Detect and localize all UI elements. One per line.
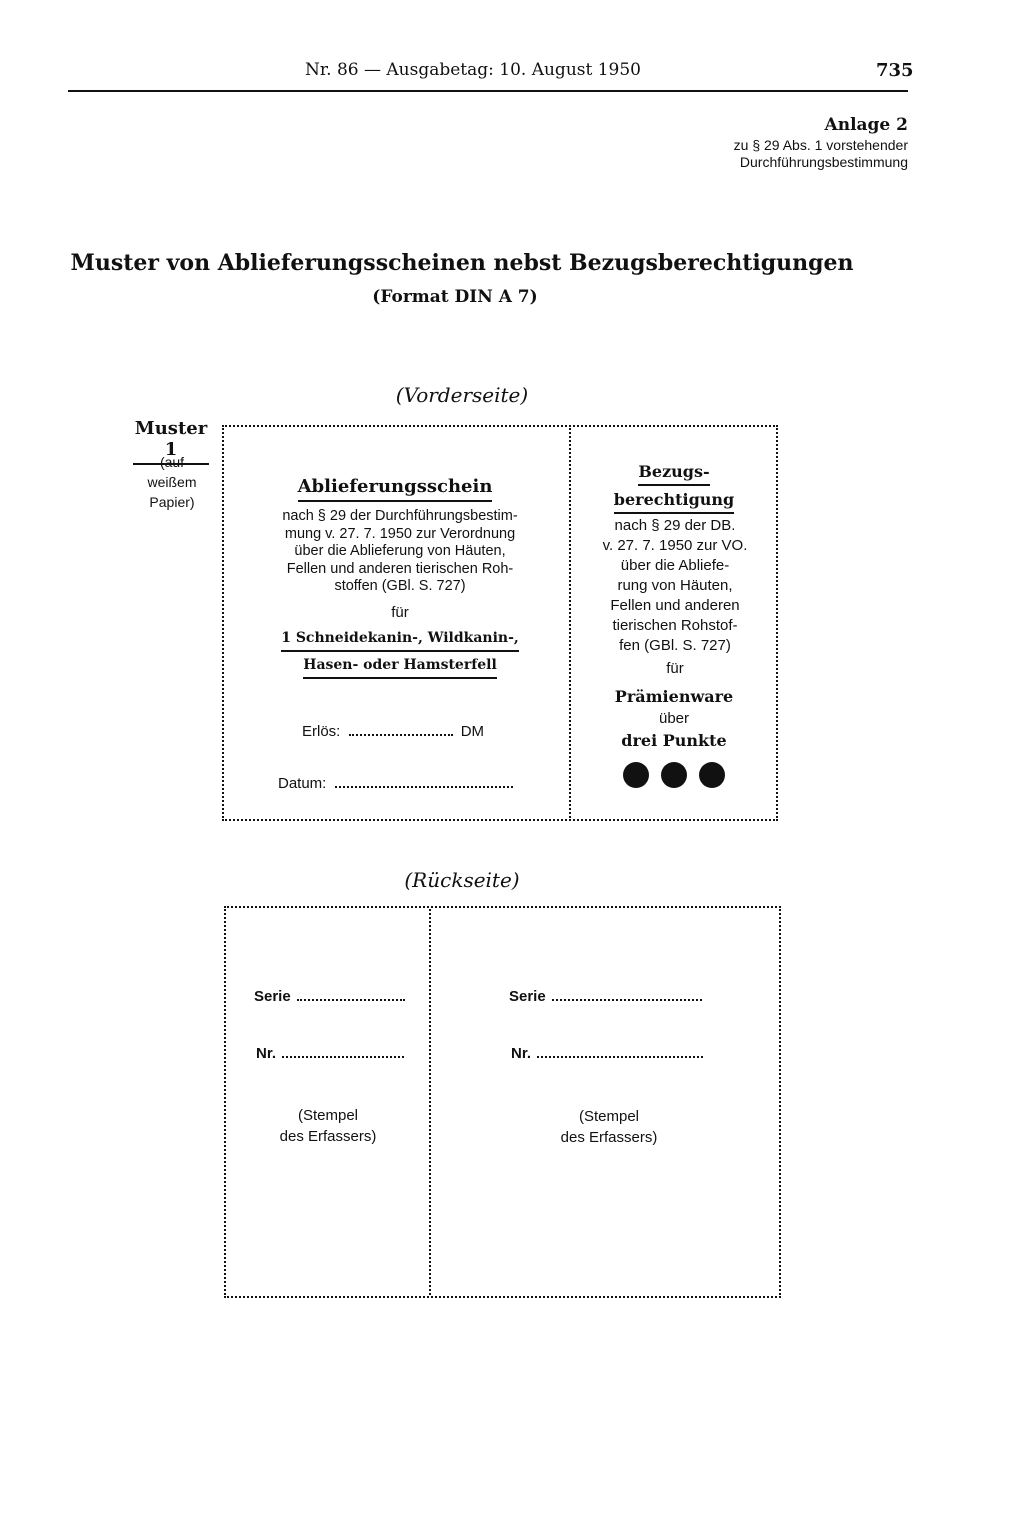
drei-punkte: drei Punkte [621, 731, 727, 750]
issue-header: Nr. 86 — Ausgabetag: 10. August 1950 [305, 60, 641, 80]
bezugsberechtigung-text [590, 516, 760, 679]
back-left-stamp-line-1: (Stempel [297, 1107, 359, 1124]
ablieferungsschein-text-line-3: über die Ablieferung von Häuten, [294, 543, 506, 559]
item-line-2: Hasen- oder Hamsterfell [303, 657, 497, 679]
bezugsberechtigung-text-line-7: fen (GBl. S. 727) [619, 637, 731, 654]
back-left-nr-label: Nr. [256, 1045, 277, 1062]
muster-note-line-3: Papier) [149, 494, 195, 510]
item-line-1-wrap [240, 627, 560, 646]
erloes-row [302, 723, 484, 740]
erloes-field [349, 734, 453, 736]
header-rule [68, 90, 908, 92]
item-line-2-wrap [240, 654, 560, 673]
ablieferungsschein-section [235, 476, 555, 497]
punkt-dot-2 [661, 762, 687, 788]
muster-note [136, 452, 208, 512]
bezugsberechtigung-text-line-2: v. 27. 7. 1950 zur VO. [602, 537, 748, 554]
back-left-serie-row [254, 988, 405, 1005]
punkt-dot-1 [623, 762, 649, 788]
bezugsberechtigung-text-line-3: über die Abliefe- [620, 557, 730, 574]
back-right-stamp [520, 1106, 698, 1148]
page-subtitle: (Format DIN A 7) [372, 287, 538, 307]
bezugsberechtigung-fuer: für [666, 660, 684, 677]
bezugsberechtigung-title [575, 458, 773, 514]
bezugsberechtigung-text-line-1: nach § 29 der DB. [614, 517, 736, 534]
back-right-serie-label: Serie [509, 988, 546, 1005]
back-right-serie-field [552, 999, 702, 1001]
page-title: Muster von Ablieferungsscheinen nebst Bezugsberechtigungen [70, 250, 854, 276]
back-right-nr-label: Nr. [511, 1045, 532, 1062]
back-right-nr-field [537, 1056, 703, 1058]
muster-note-line-2: weißem [147, 474, 197, 490]
muster-label: Muster 1 [133, 418, 209, 465]
erloes-unit: DM [460, 723, 485, 740]
praemien-ueber: über [658, 710, 690, 727]
back-right-stamp-line-1: (Stempel [578, 1108, 640, 1125]
back-card-divider [429, 909, 431, 1295]
datum-field [335, 786, 513, 788]
punkte-dots [575, 762, 773, 792]
ablieferungsschein-fuer: für [391, 604, 409, 621]
anlage-title: Anlage 2 [824, 115, 908, 135]
back-right-nr-row [511, 1045, 703, 1062]
back-right-stamp-line-2: des Erfassers) [560, 1129, 658, 1146]
praemienware: Prämienware [614, 687, 734, 706]
back-left-stamp-line-2: des Erfassers) [279, 1128, 377, 1145]
ablieferungsschein-text-line-1: nach § 29 der Durchführungsbestim- [282, 508, 518, 524]
bezugsberechtigung-text-line-5: Fellen und anderen [610, 597, 740, 614]
praemien-block [575, 686, 773, 752]
datum-label: Datum: [278, 775, 327, 792]
back-label: (Rückseite) [404, 868, 520, 892]
back-left-nr-field [282, 1056, 404, 1058]
ablieferungsschein-text-line-5: stoffen (GBl. S. 727) [334, 578, 466, 594]
ablieferungsschein-text-line-2: mung v. 27. 7. 1950 zur Verordnung [284, 525, 516, 542]
anlage-line-1: zu § 29 Abs. 1 vorstehender [733, 137, 908, 153]
anlage-line-2: Durchführungsbestimmung [739, 154, 908, 170]
punkt-dot-3 [699, 762, 725, 788]
front-label: (Vorderseite) [395, 383, 529, 407]
back-card [224, 906, 781, 1298]
bezugsberechtigung-title-line-1: Bezugs- [638, 462, 709, 486]
bezugsberechtigung-text-line-6: tierischen Rohstof- [612, 617, 738, 634]
back-right-serie-row [509, 988, 702, 1005]
ablieferungsschein-text-line-4: Fellen und anderen tierischen Roh- [286, 560, 514, 577]
bezugsberechtigung-text-line-4: rung von Häuten, [617, 577, 733, 594]
ablieferungsschein-text [250, 508, 550, 596]
back-left-nr-row [256, 1045, 404, 1062]
bezugsberechtigung-title-line-2: berechtigung [614, 490, 734, 514]
anlage-block [734, 115, 908, 171]
page-number: 735 [876, 60, 914, 81]
item-line-1: 1 Schneidekanin-, Wildkanin-, [281, 630, 519, 652]
datum-row [278, 775, 513, 792]
ablieferungsschein-title: Ablieferungsschein [298, 476, 493, 502]
front-card-divider [569, 428, 571, 818]
back-left-stamp [240, 1105, 416, 1147]
back-left-serie-field [297, 999, 405, 1001]
back-left-serie-label: Serie [254, 988, 291, 1005]
muster-note-line-1: (auf [159, 454, 185, 470]
erloes-label: Erlös: [302, 723, 341, 740]
